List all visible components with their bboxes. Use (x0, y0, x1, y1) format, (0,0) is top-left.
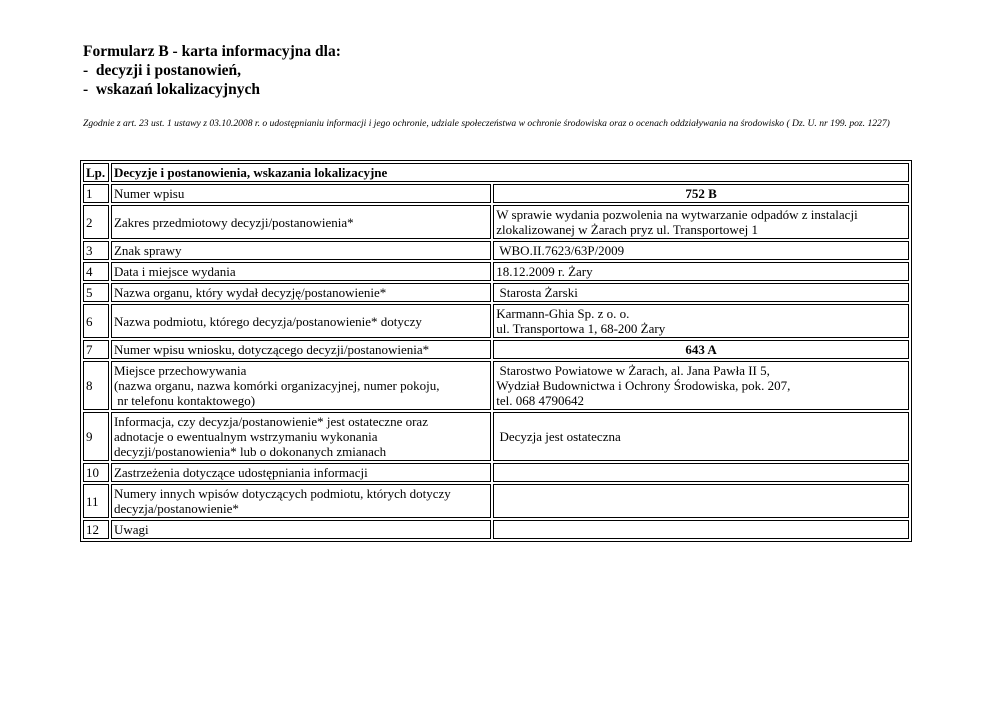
row-label (111, 184, 491, 203)
row-label-line: Numer wpisu wniosku, dotyczącego decyzji/postanowienia* (113, 342, 430, 357)
row-number: 10 (83, 463, 109, 482)
row-label-line: Znak sprawy (113, 243, 182, 258)
row-number: 12 (83, 520, 109, 539)
row-label-line: Miejsce przechowywania (113, 363, 247, 378)
row-value (493, 184, 909, 203)
row-value (493, 484, 909, 518)
row-value (493, 205, 909, 239)
row-number: 2 (83, 205, 109, 239)
row-value (493, 304, 909, 338)
row-label (111, 241, 491, 260)
row-label (111, 463, 491, 482)
row-label-line: Data i miejsce wydania (113, 264, 236, 279)
row-label-line: adnotacje o ewentualnym wstrzymaniu wykonania (113, 429, 378, 444)
row-number: 3 (83, 241, 109, 260)
row-value (493, 283, 909, 302)
row-value-line: WBO.II.7623/63P/2009 (496, 243, 625, 258)
row-label-line: Uwagi (113, 522, 149, 537)
table-row (83, 520, 909, 539)
row-label (111, 304, 491, 338)
row-label (111, 205, 491, 239)
form-title-line-3: - wskazań lokalizacyjnych (83, 81, 260, 98)
row-label-line: Nazwa organu, który wydał decyzję/postanowienie* (113, 285, 387, 300)
row-value-line: Wydział Budownictwa i Ochrony Środowiska, pok. 207, (496, 378, 791, 393)
table-row (83, 205, 909, 239)
row-label-line: (nazwa organu, nazwa komórki organizacyjnej, numer pokoju, (113, 378, 440, 393)
row-label-line: Zastrzeżenia dotyczące udostępniania informacji (113, 465, 368, 480)
row-label-line: Nazwa podmiotu, którego decyzja/postanowienie* dotyczy (113, 313, 422, 329)
row-value-line: Starostwo Powiatowe w Żarach, al. Jana Pawła II 5, (496, 363, 770, 378)
row-label-line: Zakres przedmiotowy decyzji/postanowienia* (113, 214, 354, 230)
form-title (83, 42, 341, 99)
row-value (493, 340, 909, 359)
table-row (83, 484, 909, 518)
table-header-row (83, 163, 909, 182)
row-value-line: Karmann-Ghia Sp. z o. o. (496, 306, 630, 321)
row-number: 9 (83, 412, 109, 461)
row-number: 4 (83, 262, 109, 281)
row-value-line: zlokalizowanej w Żarach pryz ul. Transportowej 1 (496, 222, 758, 237)
row-number: 8 (83, 361, 109, 410)
table-row (83, 304, 909, 338)
row-label-line: nr telefonu kontaktowego) (113, 393, 256, 408)
row-value-line: Decyzja jest ostateczna (496, 429, 621, 444)
table-row (83, 241, 909, 260)
row-value-line: 752 B (685, 186, 717, 201)
row-label (111, 412, 491, 461)
row-label-line: Informacja, czy decyzja/postanowienie* jest ostateczne oraz (113, 414, 428, 429)
table-row (83, 262, 909, 281)
row-label-line: decyzji/postanowienia* lub o dokonanych zmianach (113, 444, 387, 459)
row-label (111, 520, 491, 539)
row-value (493, 412, 909, 461)
row-value (493, 262, 909, 281)
row-value-line: W sprawie wydania pozwolenia na wytwarzanie odpadów z instalacji (496, 207, 858, 222)
row-value-line: tel. 068 4790642 (496, 393, 584, 408)
row-value-line: Starosta Żarski (496, 285, 578, 300)
row-label (111, 484, 491, 518)
row-label-line: Numery innych wpisów dotyczących podmiotu, których dotyczy (113, 486, 451, 501)
information-card-table (80, 160, 912, 542)
lp-header: Lp. (83, 163, 109, 182)
row-label-line: decyzja/postanowienie* (113, 501, 239, 516)
row-number: 7 (83, 340, 109, 359)
row-label-line: Numer wpisu (113, 186, 185, 201)
row-value-line: ul. Transportowa 1, 68-200 Żary (496, 321, 666, 336)
row-label (111, 361, 491, 410)
row-value-line: 18.12.2009 r. Żary (496, 264, 593, 279)
table-row (83, 283, 909, 302)
table-row (83, 463, 909, 482)
row-number: 5 (83, 283, 109, 302)
row-value (493, 241, 909, 260)
row-label (111, 283, 491, 302)
row-number: 1 (83, 184, 109, 203)
row-value-line: 643 A (685, 342, 717, 357)
row-value (493, 361, 909, 410)
row-number: 11 (83, 484, 109, 518)
form-title-line-1: Formularz B - karta informacyjna dla: (83, 43, 341, 60)
table-row (83, 361, 909, 410)
table-row (83, 412, 909, 461)
legal-basis-note: Zgodnie z art. 23 ust. 1 ustawy z 03.10.2008 r. o udostępnianiu informacji i jego ochronie, udziale społeczeństwa w ochronie środowiska oraz o ocenach oddziaływania na środowisko ( Dz. U. nr 199. poz. 1227) (83, 118, 890, 129)
table-row (83, 184, 909, 203)
form-title-line-2: - decyzji i postanowień, (83, 62, 242, 79)
row-number: 6 (83, 304, 109, 338)
table-row (83, 340, 909, 359)
row-value (493, 520, 909, 539)
table-header-title: Decyzje i postanowienia, wskazania lokalizacyjne (111, 163, 909, 182)
row-label (111, 262, 491, 281)
row-label (111, 340, 491, 359)
row-value (493, 463, 909, 482)
